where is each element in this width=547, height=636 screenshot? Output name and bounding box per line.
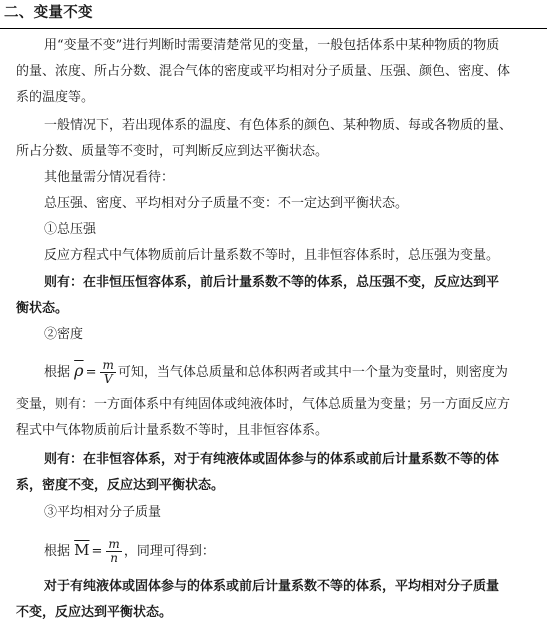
molar-mass-symbol: $\overline{M}$ — [74, 541, 90, 559]
density-text-line-1: 变量，则有：一方面体系中有纯固体或纯液体时，气体总质量为变量；另一方面反应方 — [16, 397, 511, 412]
density-formula-line — [0, 356, 547, 388]
intro-line-2: 的量、浓度、所占分数、混合气体的密度或平均相对分子质量、压强、颜色、密度、体 — [16, 64, 511, 79]
molar-mass-conclusion-line-2: 不变，反应达到平衡状态。 — [16, 605, 173, 620]
other-summary: 总压强、密度、平均相对分子质量不变：不一定达到平衡状态。 — [44, 196, 409, 211]
density-formula-prefix: 根据 — [44, 365, 71, 380]
intro-line-1: 用“变量不变”进行判断时需要清楚常见的变量，一般包括体系中某种物质的物质 — [44, 38, 500, 53]
molar-mass-formula-suffix: ，同理可得到： — [123, 544, 215, 559]
density-denominator: V — [100, 372, 115, 386]
density-equals: = — [85, 365, 97, 380]
density-conclusion-line-2: 系，密度不变，反应达到平衡状态。 — [16, 478, 225, 493]
molar-mass-denominator: n — [106, 551, 121, 565]
density-fraction — [100, 359, 115, 386]
general-line-2: 所占分数、质量等不变时，可判断反应到达平衡状态。 — [16, 144, 329, 159]
molar-mass-equals: = — [91, 544, 103, 559]
molar-mass-heading: ③平均相对分子质量 — [44, 505, 162, 520]
heading-divider — [0, 28, 547, 29]
density-heading: ②密度 — [44, 327, 84, 342]
other-intro: 其他量需分情况看待： — [44, 170, 175, 185]
intro-line-3: 系的温度等。 — [16, 90, 95, 105]
density-numerator: m — [102, 358, 114, 372]
molar-mass-formula-line — [0, 535, 547, 567]
molar-mass-formula-prefix: 根据 — [44, 544, 71, 559]
pressure-heading: ①总压强 — [44, 222, 97, 237]
density-text-line-2: 程式中气体物质前后计量系数不等时，且非恒容体系。 — [16, 423, 329, 438]
pressure-conclusion-line-1: 则有：在非恒压恒容体系，前后计量系数不等的体系，总压强不变，反应达到平 — [44, 275, 500, 290]
general-line-1: 一般情况下，若出现体系的温度、有色体系的颜色、某种物质、每或各物质的量、 — [44, 118, 513, 133]
density-symbol: $\overline{\rho}$ — [74, 361, 84, 380]
section-title: 二、变量不变 — [4, 5, 93, 21]
molar-mass-fraction — [106, 538, 121, 565]
pressure-conclusion-line-2: 衡状态。 — [16, 301, 69, 316]
density-formula-suffix: 可知，当气体总质量和总体积两者或其中一个量为变量时，则密度为 — [117, 365, 508, 380]
density-conclusion-line-1: 则有：在非恒容体系，对于有纯液体或固体参与的体系或前后计量系数不等的体 — [44, 452, 500, 467]
pressure-text: 反应方程式中气体物质前后计量系数不等时，且非恒容体系时，总压强为变量。 — [44, 248, 500, 263]
molar-mass-conclusion-line-1: 对于有纯液体或固体参与的体系或前后计量系数不等的体系，平均相对分子质量 — [44, 579, 500, 594]
molar-mass-numerator: m — [108, 537, 120, 551]
